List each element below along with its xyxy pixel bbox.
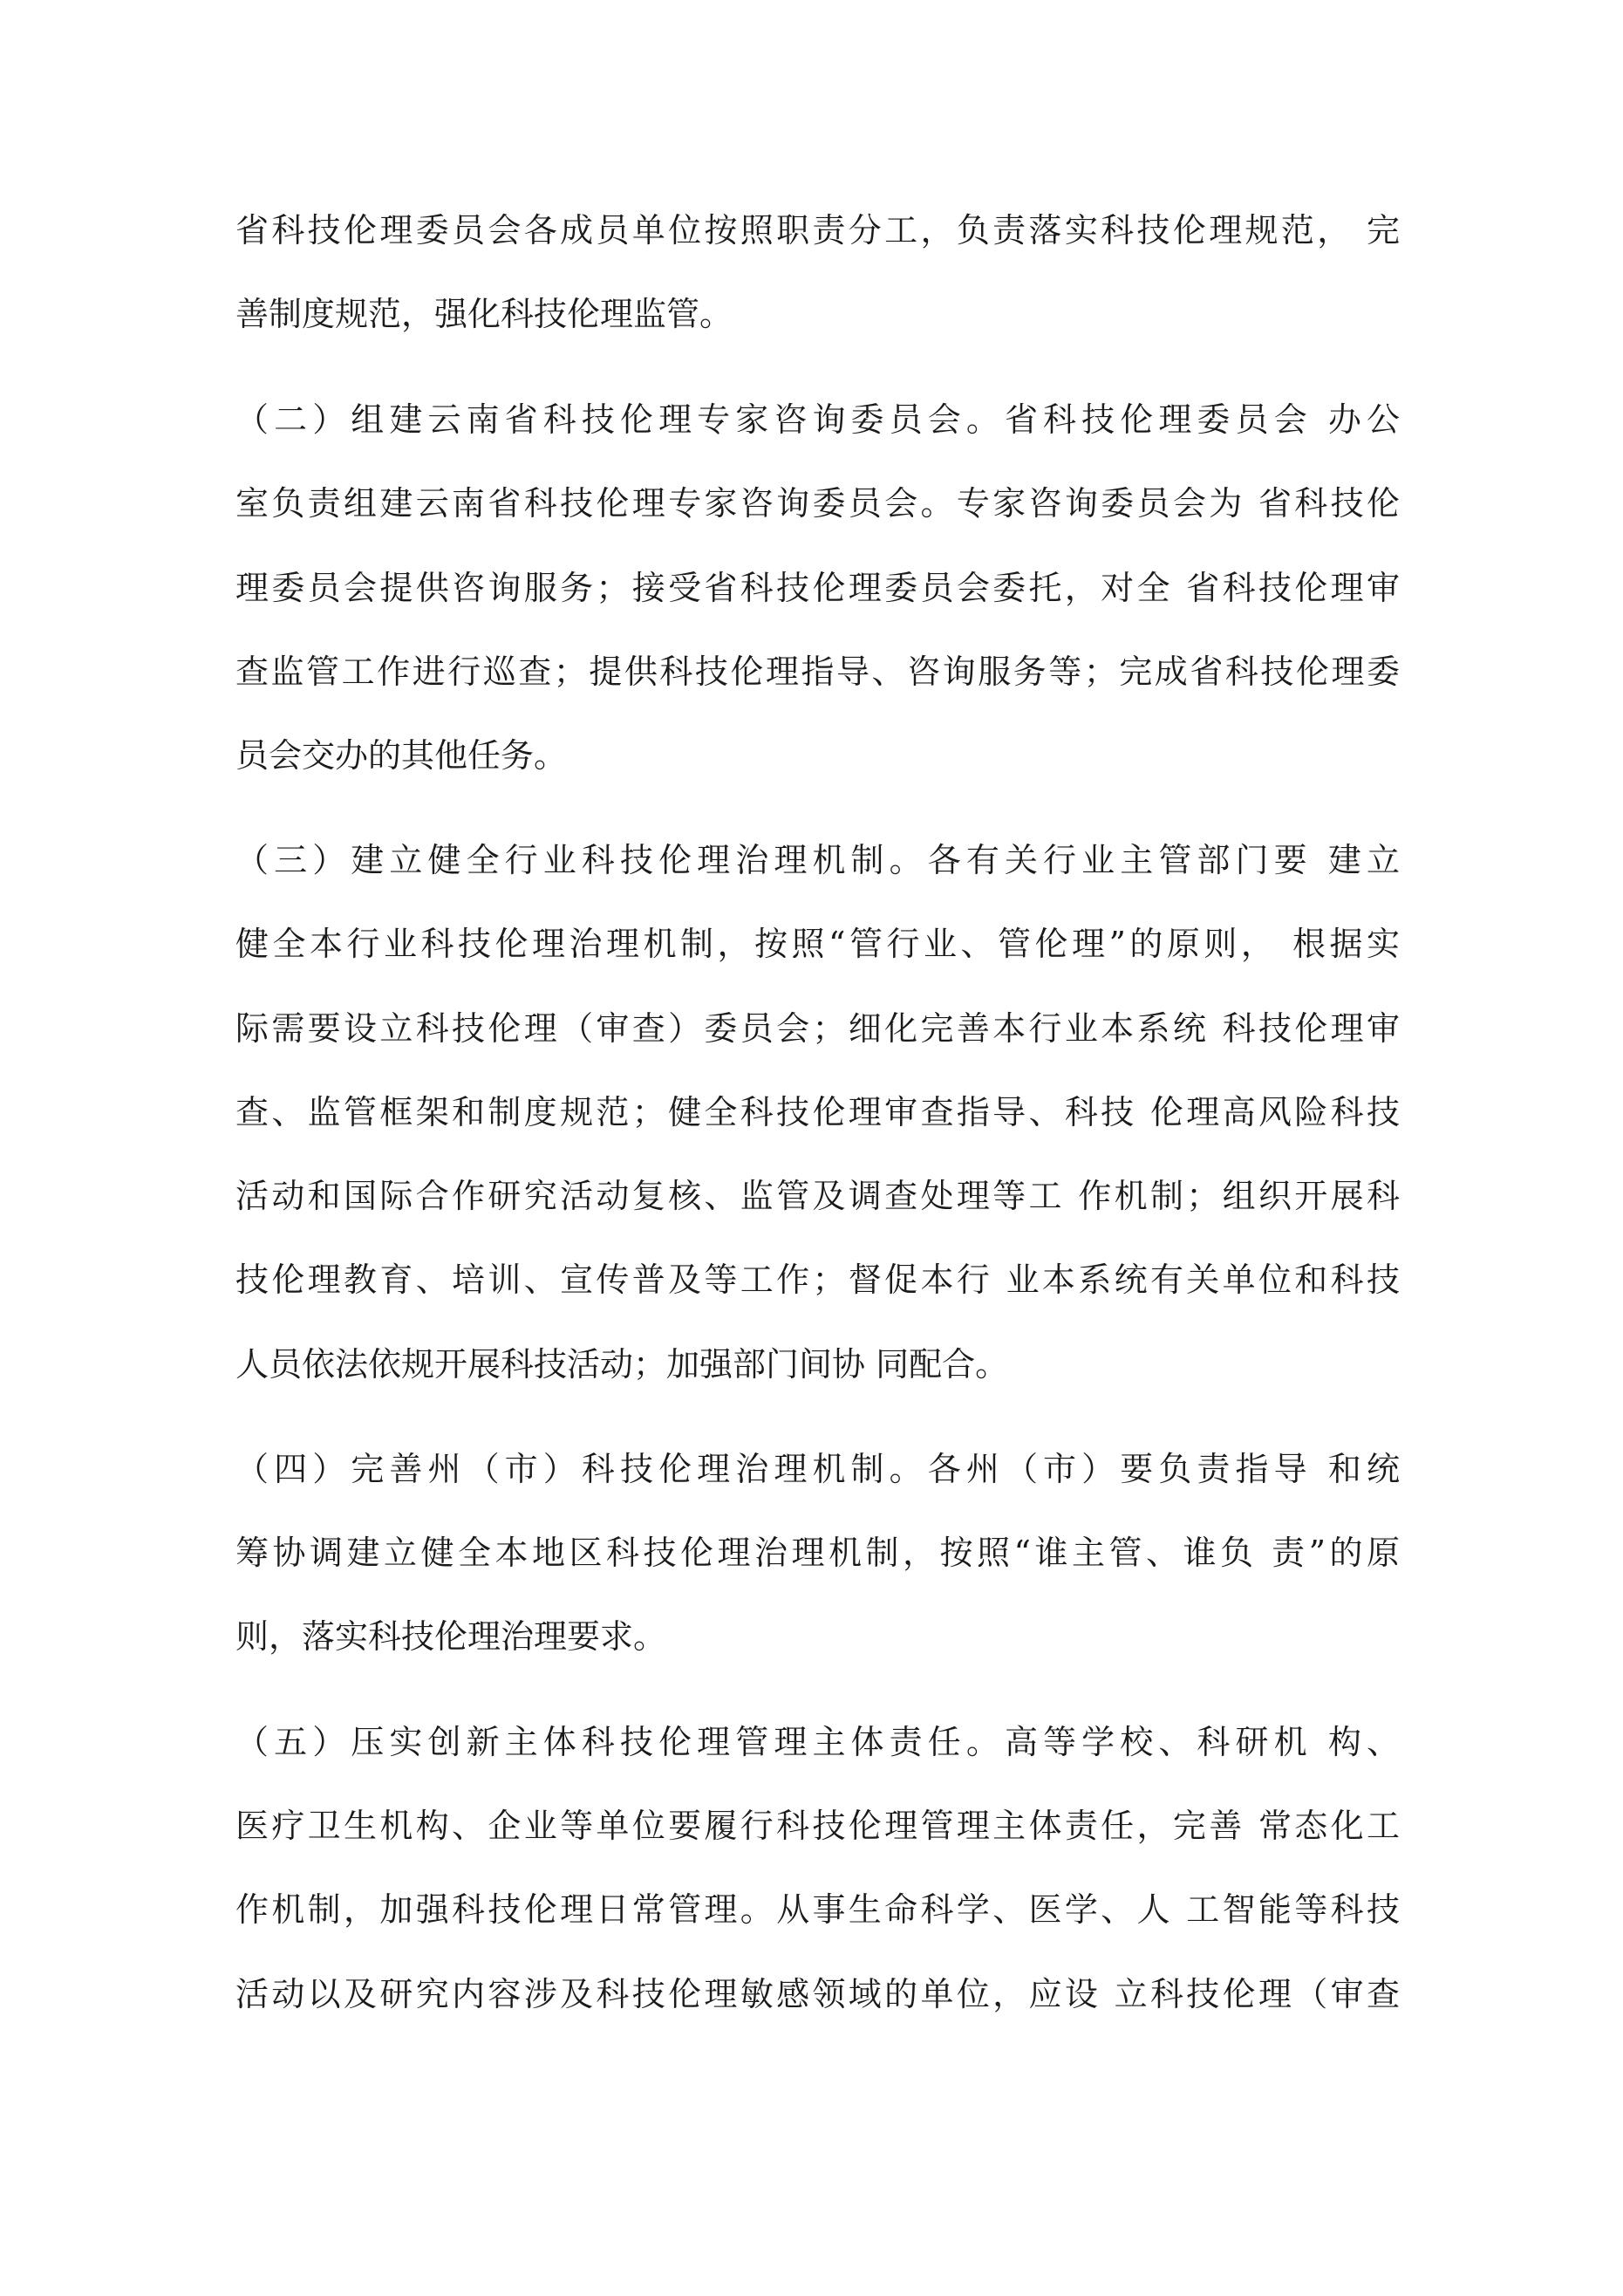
text-line: 医疗卫生机构、企业等单位要履行科技伦理管理主体责任，完善 常态化工 — [235, 1807, 1400, 1845]
text-line: 室负责组建云南省科技伦理专家咨询委员会。专家咨询委员会为 省科技伦 — [235, 484, 1400, 523]
text-line: 员会交办的其他任务。 — [235, 736, 568, 775]
text-line: 筹协调建立健全本地区科技伦理治理机制，按照“谁主管、谁负 责”的原 — [235, 1534, 1400, 1572]
text-line: 健全本行业科技伦理治理机制，按照“管行业、管伦理”的原则， 根据实 — [235, 925, 1400, 963]
text-line: 查监管工作进行巡查；提供科技伦理指导、咨询服务等；完成省科技伦理委 — [235, 653, 1400, 691]
text-line: （五）压实创新主体科技伦理管理主体责任。高等学校、科研机 构、 — [235, 1723, 1400, 1761]
text-line: （二）组建云南省科技伦理专家咨询委员会。省科技伦理委员会 办公 — [235, 400, 1400, 439]
text-line: 作机制，加强科技伦理日常管理。从事生命科学、医学、人 工智能等科技 — [235, 1890, 1400, 1929]
text-line: 则，落实科技伦理治理要求。 — [235, 1617, 667, 1656]
text-line: 际需要设立科技伦理（审查）委员会；细化完善本行业本系统 科技伦理审 — [235, 1009, 1400, 1048]
text-line: 活动以及研究内容涉及科技伦理敏感领域的单位，应设 立科技伦理（审查 — [235, 1975, 1400, 2013]
text-line: 查、监管框架和制度规范；健全科技伦理审查指导、科技 伦理高风险科技 — [235, 1093, 1400, 1131]
text-line: 善制度规范，强化科技伦理监管。 — [235, 295, 733, 333]
text-line: （四）完善州（市）科技伦理治理机制。各州（市）要负责指导 和统 — [235, 1450, 1400, 1488]
text-line: 技伦理教育、培训、宣传普及等工作；督促本行 业本系统有关单位和科技 — [235, 1261, 1400, 1299]
text-line: 理委员会提供咨询服务；接受省科技伦理委员会委托，对全 省科技伦理审 — [235, 569, 1400, 607]
text-line: 省科技伦理委员会各成员单位按照职责分工，负责落实科技伦理规范， 完 — [235, 211, 1400, 249]
text-line: 活动和国际合作研究活动复核、监管及调查处理等工 作机制；组织开展科 — [235, 1177, 1400, 1215]
text-line: （三）建立健全行业科技伦理治理机制。各有关行业主管部门要 建立 — [235, 841, 1400, 879]
text-line: 人员依法依规开展科技活动；加强部门间协 同配合。 — [235, 1345, 1009, 1384]
